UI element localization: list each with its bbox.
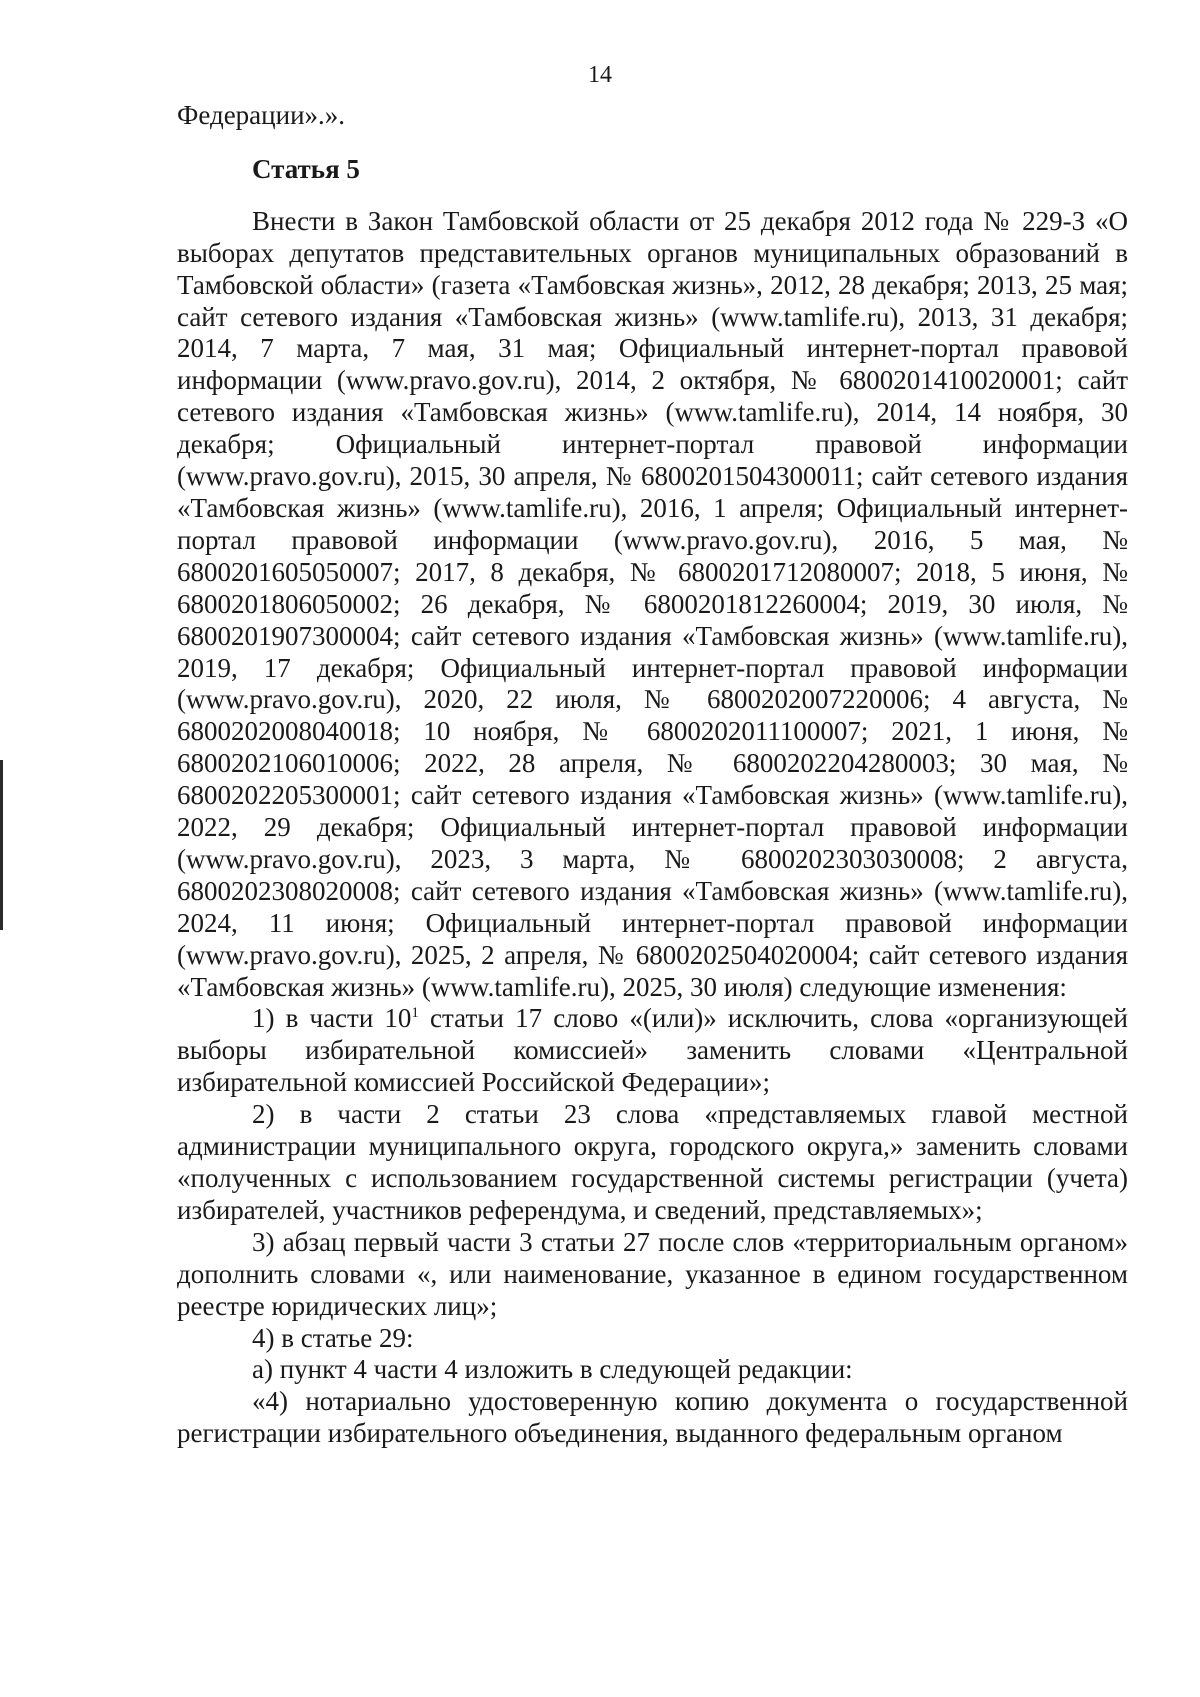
document-body [177, 100, 1128, 1450]
superscript: 1 [411, 1005, 419, 1022]
list-item-1 [177, 1003, 1128, 1099]
list-item-4a: а) пункт 4 части 4 изложить в следующей редакции: [252, 1354, 853, 1385]
page-number: 14 [588, 62, 612, 88]
article-intro-paragraph: Внести в Закон Тамбовской области от 25 декабря 2012 года № 229-З «О выборах депутатов представительных органов муниципальных образований в Тамбовской области» (газета «Тамбовская жизнь», 2012, 28 декабря; 2013, 25 мая; сайт сетевого издания «Тамбовская жизнь» (www.tamlife.ru), 2013, 31 декабря; 2014, 7 марта, 7 мая, 31 мая; Официальный интернет-портал правовой информации (www.pravo.gov.ru), 2014, 2 октября, № 6800201410020001; сайт сетевого издания «Тамбовская жизнь» (www.tamlife.ru), 2014, 14 ноября, 30 декабря; Официальный интернет-портал правовой информации (www.pravo.gov.ru), 2015, 30 апреля, № 6800201504300011; сайт сетевого издания «Тамбовская жизнь» (www.tamlife.ru), 2016, 1 апреля; Официальный интернет-портал правовой информации (www.pravo.gov.ru), 2016, 5 мая, № 6800201605050007; 2017, 8 декабря, № 6800201712080007; 2018, 5 июня, № 6800201806050002; 26 декабря, № 6800201812260004; 2019, 30 июля, № 6800201907300004; сайт сетевого издания «Тамбовская жизнь» (www.tamlife.ru), 2019, 17 декабря; Официальный интернет-портал правовой информации (www.pravo.gov.ru), 2020, 22 июля, № 6800202007220006; 4 августа, № 6800202008040018; 10 ноября, № 6800202011100007; 2021, 1 июня, № 6800202106010006; 2022, 28 апреля, № 6800202204280003; 30 мая, № 6800202205300001; сайт сетевого издания «Тамбовская жизнь» (www.tamlife.ru), 2022, 29 декабря; Официальный интернет-портал правовой информации (www.pravo.gov.ru), 2023, 3 марта, № 6800202303030008; 2 августа, 6800202308020008; сайт сетевого издания «Тамбовская жизнь» (www.tamlife.ru), 2024, 11 июня; Официальный интернет-портал правовой информации (www.pravo.gov.ru), 2025, 2 апреля, № 6800202504020004; сайт сетевого издания «Тамбовская жизнь» (www.tamlife.ru), 2025, 30 июля) следующие изменения: [177, 205, 1128, 1002]
list-item-4: 4) в статье 29: [252, 1322, 414, 1353]
list-item-1-rest: статьи 17 слово «(или)» исключить, слова «организующей выборы избирательной комиссией» заменить словами «Центральной избирательной комиссией Российской Федерации»; [177, 1003, 1128, 1098]
list-item-3: 3) абзац первый части 3 статьи 27 после слов «территориальным органом» дополнить словами «, или наименование, указанное в едином государственном реестре юридических лиц»; [177, 1226, 1128, 1321]
article-heading: Статья 5 [252, 153, 360, 184]
list-item-2: 2) в части 2 статьи 23 слова «представляемых главой местной администрации муниципального округа, городского округа,» заменить словами «полученных с использованием государственной системы регистрации (учета) избирателей, участников референдума, и сведений, представляемых»; [177, 1099, 1128, 1225]
quoted-text: «4) нотариально удостоверенную копию документа о государственной регистрации избирательного объединения, выданного федеральным органом [177, 1386, 1128, 1449]
scan-edge-mark [0, 760, 3, 930]
list-item-1-start: 1) в части 10 [252, 1003, 412, 1034]
carry-over-text: Федерации».». [177, 100, 346, 130]
